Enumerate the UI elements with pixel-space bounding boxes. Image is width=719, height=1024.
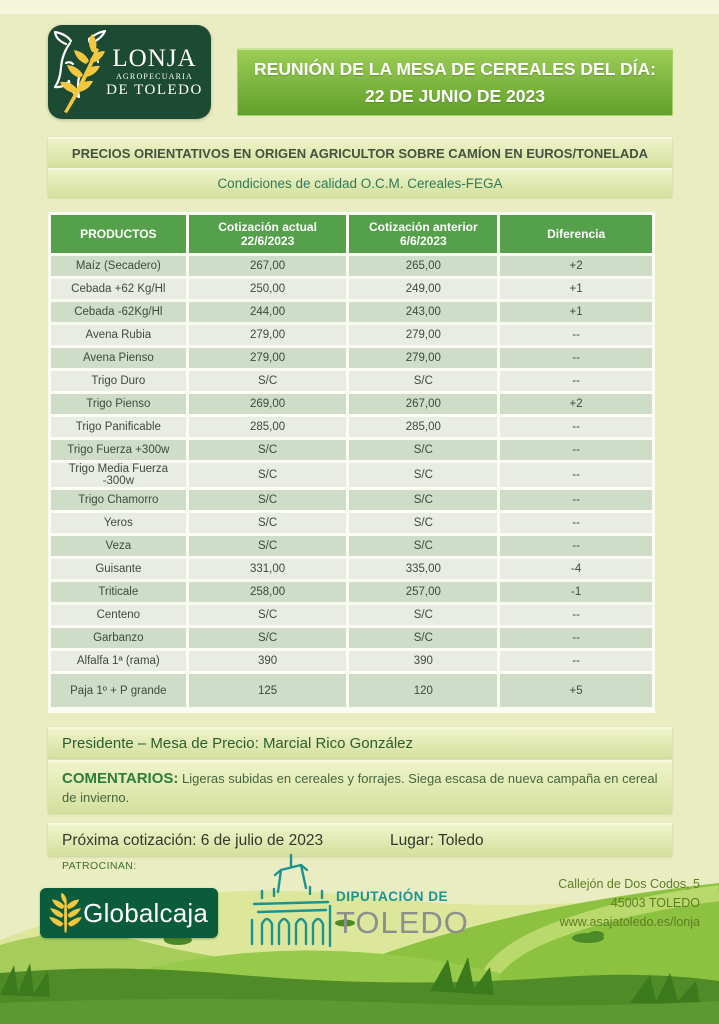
top-light-band	[0, 0, 719, 14]
globalcaja-wheat-icon	[48, 893, 83, 933]
cell-previous: 257,00	[346, 582, 497, 605]
table-row	[51, 440, 652, 463]
cell-product: Centeno	[51, 605, 186, 628]
cell-current: S/C	[186, 440, 347, 463]
diputacion-line1: DIPUTACIÓN DE	[336, 889, 449, 904]
table-row	[51, 628, 652, 651]
comments-text: Ligeras subidas en cereales y forrajes. Siega escasa de nueva campaña en cereal de invierno.	[62, 771, 658, 805]
table-row	[51, 559, 652, 582]
cell-previous: S/C	[346, 490, 497, 513]
sponsors-label: PATROCINAN:	[62, 860, 137, 872]
cell-product: Cebada +62 Kg/Hl	[51, 279, 186, 302]
col-header-difference	[497, 215, 652, 256]
table-row	[51, 302, 652, 325]
cell-product: Yeros	[51, 513, 186, 536]
table-row	[51, 605, 652, 628]
cell-diff: --	[497, 463, 652, 490]
cell-previous: 279,00	[346, 325, 497, 348]
cell-diff: --	[497, 348, 652, 371]
table-row	[51, 256, 652, 279]
cell-current: 390	[186, 651, 347, 674]
cell-product: Triticale	[51, 582, 186, 605]
cell-product: Trigo Fuerza +300w	[51, 440, 186, 463]
cell-current: 267,00	[186, 256, 347, 279]
contact-website: www.asajatoledo.es/lonja	[559, 915, 700, 929]
cell-diff: -4	[497, 559, 652, 582]
cell-diff: --	[497, 536, 652, 559]
next-meeting-place: Lugar: Toledo	[390, 832, 484, 849]
president-bar: Presidente – Mesa de Precio: Marcial Rico González	[48, 727, 672, 758]
diputacion-line2: TOLEDO	[336, 904, 469, 940]
col-header-current	[186, 215, 347, 256]
price-table-header	[51, 215, 652, 256]
cell-previous: S/C	[346, 440, 497, 463]
cell-product: Alfalfa 1ª (rama)	[51, 651, 186, 674]
cell-previous: 120	[346, 674, 497, 710]
cell-product: Trigo Pienso	[51, 394, 186, 417]
banner-title-line1: REUNIÓN DE LA MESA DE CEREALES DEL DÍA:	[254, 58, 656, 79]
cell-product: Garbanzo	[51, 628, 186, 651]
comments-label: COMENTARIOS:	[62, 770, 179, 787]
cell-current: S/C	[186, 463, 347, 490]
contact-block	[480, 875, 700, 932]
cell-previous: 390	[346, 651, 497, 674]
cell-diff: --	[497, 440, 652, 463]
cell-diff: +2	[497, 256, 652, 279]
cell-diff: +2	[497, 394, 652, 417]
table-row	[51, 674, 652, 710]
logo-line3: DE TOLEDO	[106, 82, 203, 98]
cell-previous: 243,00	[346, 302, 497, 325]
col-header-previous	[346, 215, 497, 256]
col-header-title: PRODUCTOS	[80, 227, 157, 241]
cell-product: Maíz (Secadero)	[51, 256, 186, 279]
cell-previous: S/C	[346, 371, 497, 394]
globalcaja-wordmark: Globalcaja	[83, 897, 208, 928]
cell-product: Cebada -62Kg/Hl	[51, 302, 186, 325]
cell-diff: -1	[497, 582, 652, 605]
cell-current: 125	[186, 674, 347, 710]
diputacion-wordmark	[336, 890, 469, 938]
cell-product: Avena Rubia	[51, 325, 186, 348]
logo-line1: LONJA	[112, 45, 197, 72]
table-row	[51, 490, 652, 513]
cell-diff: --	[497, 628, 652, 651]
contact-address-line1: Callejón de Dos Codos, 5	[558, 877, 700, 891]
contact-address-line2: 45003 TOLEDO	[610, 896, 700, 910]
diputacion-toledo-logo	[248, 854, 483, 950]
conditions-subtitle-bar: Condiciones de calidad O.C.M. Cereales-FEGA	[48, 168, 672, 197]
cell-diff: --	[497, 605, 652, 628]
cell-product: Veza	[51, 536, 186, 559]
cell-product: Paja 1º + P grande	[51, 674, 186, 710]
cell-product: Trigo Media Fuerza -300w	[51, 463, 186, 490]
meeting-banner	[237, 48, 673, 116]
table-row	[51, 279, 652, 302]
cell-previous: 249,00	[346, 279, 497, 302]
cell-product: Guisante	[51, 559, 186, 582]
logo-line2: AGROPECUARIA	[115, 72, 194, 81]
table-row	[51, 651, 652, 674]
cell-current: 269,00	[186, 394, 347, 417]
cell-current: S/C	[186, 536, 347, 559]
comments-bar	[48, 760, 672, 813]
col-header-title: Diferencia	[547, 227, 606, 241]
table-row	[51, 582, 652, 605]
cell-product: Avena Pienso	[51, 348, 186, 371]
cell-diff: --	[497, 651, 652, 674]
globalcaja-logo	[40, 888, 218, 938]
cell-previous: 265,00	[346, 256, 497, 279]
cell-diff: --	[497, 417, 652, 440]
table-row	[51, 348, 652, 371]
cell-previous: 279,00	[346, 348, 497, 371]
cell-product: Trigo Chamorro	[51, 490, 186, 513]
next-meeting-bar	[48, 823, 672, 856]
table-row	[51, 463, 652, 490]
table-row	[51, 371, 652, 394]
cell-current: 279,00	[186, 325, 347, 348]
cell-current: 331,00	[186, 559, 347, 582]
table-row	[51, 394, 652, 417]
cell-current: 244,00	[186, 302, 347, 325]
price-table	[48, 212, 655, 713]
table-row	[51, 325, 652, 348]
diputacion-building-icon	[248, 854, 334, 950]
cell-product: Trigo Panificable	[51, 417, 186, 440]
cell-previous: S/C	[346, 605, 497, 628]
cell-current: S/C	[186, 628, 347, 651]
cell-current: S/C	[186, 605, 347, 628]
cell-previous: 335,00	[346, 559, 497, 582]
lonja-logo	[48, 25, 211, 119]
prices-subtitle-bar: PRECIOS ORIENTATIVOS EN ORIGEN AGRICULTOR SOBRE CAMÍON EN EUROS/TONELADA	[48, 137, 672, 168]
cell-diff: --	[497, 490, 652, 513]
cell-previous: S/C	[346, 463, 497, 490]
table-row	[51, 513, 652, 536]
col-header-sub: 22/6/2023	[240, 234, 295, 248]
cell-current: 285,00	[186, 417, 347, 440]
table-row	[51, 536, 652, 559]
cell-current: 250,00	[186, 279, 347, 302]
cell-current: S/C	[186, 371, 347, 394]
cell-diff: --	[497, 513, 652, 536]
cell-current: S/C	[186, 513, 347, 536]
table-row	[51, 417, 652, 440]
banner-title-line2: 22 DE JUNIO DE 2023	[365, 85, 545, 106]
cell-diff: --	[497, 325, 652, 348]
cell-diff: +1	[497, 279, 652, 302]
cell-diff: +1	[497, 302, 652, 325]
cell-current: S/C	[186, 490, 347, 513]
cell-previous: 267,00	[346, 394, 497, 417]
cell-product: Trigo Duro	[51, 371, 186, 394]
cell-previous: 285,00	[346, 417, 497, 440]
col-header-title: Cotización actual	[218, 220, 317, 234]
next-meeting-date: Próxima cotización: 6 de julio de 2023	[62, 832, 324, 849]
cell-diff: --	[497, 371, 652, 394]
cell-diff: +5	[497, 674, 652, 710]
bull-wheat-icon	[52, 30, 114, 114]
cell-current: 279,00	[186, 348, 347, 371]
cell-current: 258,00	[186, 582, 347, 605]
cell-previous: S/C	[346, 536, 497, 559]
col-header-sub: 6/6/2023	[399, 234, 447, 248]
col-header-products	[51, 215, 186, 256]
cell-previous: S/C	[346, 628, 497, 651]
col-header-title: Cotización anterior	[369, 220, 478, 234]
price-table-body	[51, 256, 652, 710]
cell-previous: S/C	[346, 513, 497, 536]
lonja-logo-text	[104, 46, 205, 98]
